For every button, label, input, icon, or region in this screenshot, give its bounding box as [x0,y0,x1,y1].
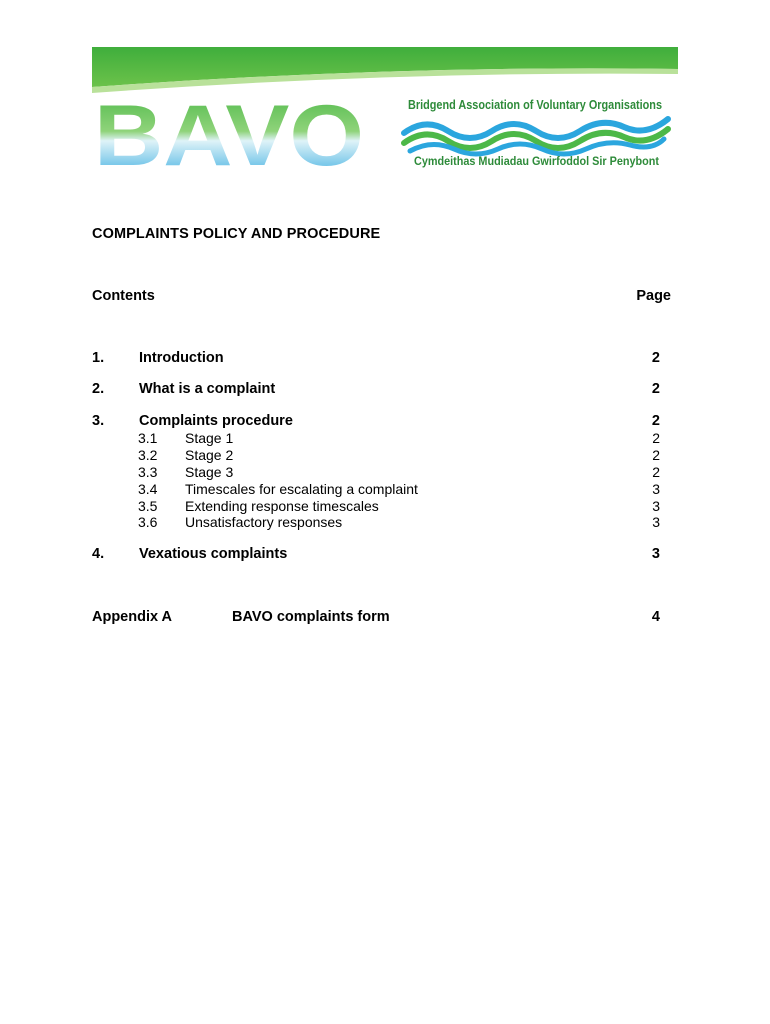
toc-sub-page-number: 3 [652,498,660,514]
toc-entry-introduction [92,350,660,368]
toc-entry-what-is-a-complaint [92,381,660,399]
toc-subentry-timescales [138,481,660,498]
toc-subentry-stage-3 [138,464,660,481]
toc-sub-title: Stage 1 [185,430,234,446]
toc-number: 2. [92,381,105,397]
toc-sub-number: 3.5 [138,498,158,514]
contents-heading: Contents [92,288,155,304]
toc-entry-appendix-a [92,609,660,627]
toc-sub-page-number: 2 [652,447,660,463]
toc-sub-number: 3.1 [138,430,158,446]
toc-title: Introduction [139,350,224,366]
toc-sub-title: Unsatisfactory responses [185,514,343,530]
toc-sub-title: Timescales for escalating a complaint [185,481,418,497]
toc-title: Complaints procedure [139,413,293,429]
toc-number: 3. [92,413,105,429]
toc-title: Vexatious complaints [139,546,288,562]
toc-page-number: 2 [651,413,660,429]
page-column-heading: Page [636,288,671,304]
document-title: COMPLAINTS POLICY AND PROCEDURE [92,226,381,242]
toc-sub-page-number: 3 [652,481,660,497]
toc-sub-title: Stage 3 [185,464,234,480]
appendix-title: BAVO complaints form [232,609,390,625]
toc-entry-complaints-procedure [92,413,660,431]
toc-number: 4. [92,546,105,562]
toc-subentry-stage-2 [138,447,660,464]
toc-sub-number: 3.2 [138,447,158,463]
toc-sub-page-number: 2 [652,464,660,480]
toc-sub-number: 3.4 [138,481,158,497]
toc-sub-page-number: 2 [652,430,660,446]
toc-entry-vexatious-complaints [92,546,660,564]
toc-sub-number: 3.3 [138,464,158,480]
toc-subentry-unsatisfactory-responses [138,514,660,531]
bavo-logo-text: BAVO [94,88,364,172]
toc-number: 1. [92,350,105,366]
toc-title: What is a complaint [139,381,276,397]
toc-page-number: 3 [651,546,660,562]
welsh-org-name: Cymdeithas Mudiadau Gwirfoddol Sir Penybont [414,154,659,168]
bavo-banner-logo [92,47,678,172]
toc-subentry-stage-1 [138,430,660,447]
toc-sub-page-number: 3 [652,514,660,530]
toc-sub-title: Extending response timescales [185,498,379,514]
english-org-name: Bridgend Association of Voluntary Organisations [408,98,663,112]
toc-subentry-extending-timescales [138,498,660,515]
appendix-page-number: 4 [651,609,660,625]
toc-page-number: 2 [651,350,660,366]
toc-sub-number: 3.6 [138,514,158,530]
toc-sub-title: Stage 2 [185,447,234,463]
toc-page-number: 2 [651,381,660,397]
appendix-label: Appendix A [92,609,173,625]
